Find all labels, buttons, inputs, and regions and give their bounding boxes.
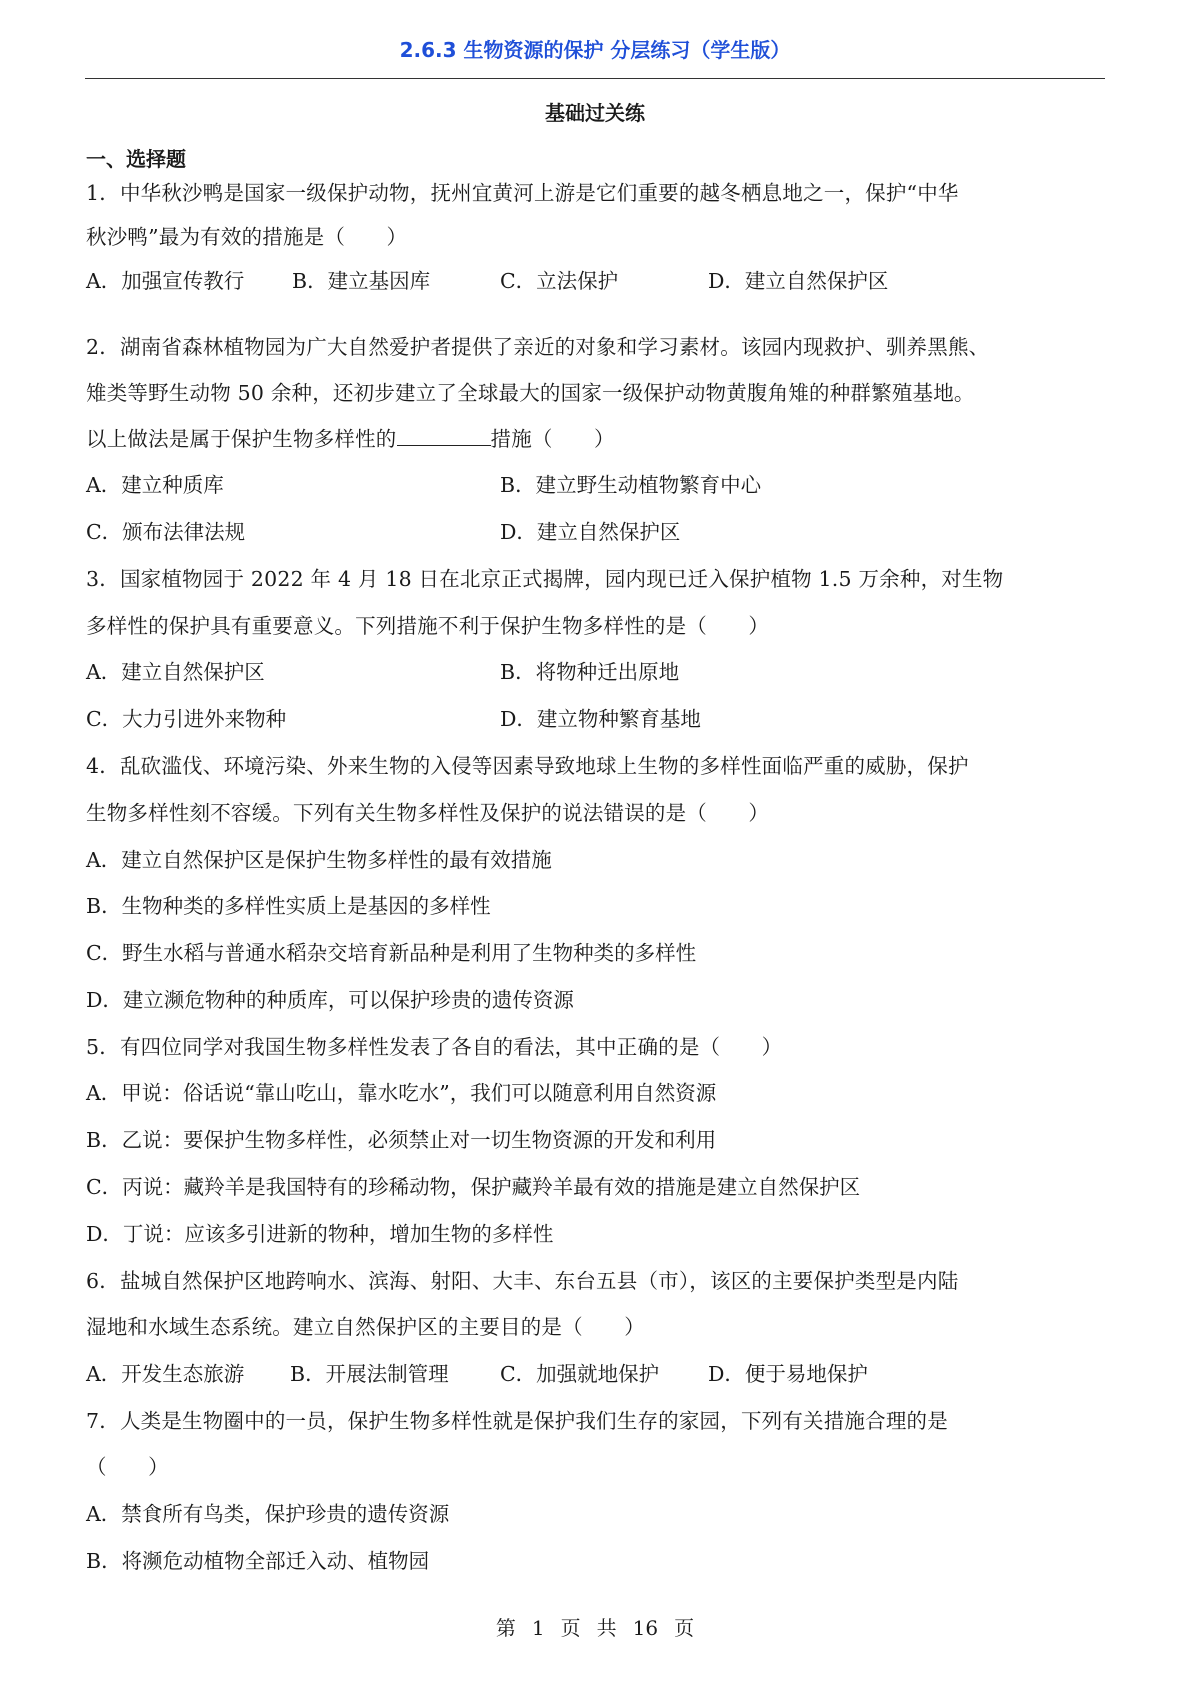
answer-blank (397, 427, 491, 446)
question-5-line-1: 5．有四位同学对我国生物多样性发表了各自的看法，其中正确的是（ ） (86, 1035, 783, 1059)
question-1-option-a: A．加强宣传教行 (86, 269, 245, 293)
question-2-line-1: 2．湖南省森林植物园为广大自然爱护者提供了亲近的对象和学习素材。该园内现救护、驯养黑熊、 (86, 335, 990, 359)
question-3-option-a: A．建立自然保护区 (86, 660, 265, 684)
question-6-option-a: A．开发生态旅游 (86, 1362, 245, 1386)
question-2-line-3-before: 以上做法是属于保护生物多样性的 (86, 427, 397, 451)
part-heading: 一、选择题 (86, 147, 186, 171)
question-3-line-2: 多样性的保护具有重要意义。下列措施不利于保护生物多样性的是（ ） (86, 614, 770, 638)
question-1-option-d: D．建立自然保护区 (708, 269, 889, 293)
question-5-option-a: A．甲说：俗话说“靠山吃山，靠水吃水”，我们可以随意利用自然资源 (86, 1081, 717, 1105)
page-footer (0, 1612, 1190, 1641)
question-4-option-d: D．建立濒危物种的种质库，可以保护珍贵的遗传资源 (86, 988, 574, 1012)
question-2-line-3 (86, 422, 615, 452)
question-4-option-b: B．生物种类的多样性实质上是基因的多样性 (86, 894, 491, 918)
footer-mid: 页 (560, 1616, 581, 1640)
document-title: 2.6.3 生物资源的保护 分层练习（学生版） (399, 38, 791, 62)
question-6-option-b: B．开展法制管理 (290, 1362, 449, 1386)
header-divider (85, 78, 1105, 79)
question-6-option-d: D．便于易地保护 (708, 1362, 868, 1386)
question-4-option-c: C．野生水稻与普通水稻杂交培育新品种是利用了生物种类的多样性 (86, 941, 697, 965)
question-5-option-d: D．丁说：应该多引进新的物种，增加生物的多样性 (86, 1222, 554, 1246)
question-1-line-1: 1．中华秋沙鸭是国家一级保护动物，抚州宜黄河上游是它们重要的越冬栖息地之一，保护“中华 (86, 181, 959, 205)
question-7-option-b: B．将濒危动植物全部迁入动、植物园 (86, 1549, 430, 1573)
question-3-option-b: B．将物种迁出原地 (500, 660, 680, 684)
question-5-option-c: C．丙说：藏羚羊是我国特有的珍稀动物，保护藏羚羊最有效的措施是建立自然保护区 (86, 1175, 861, 1199)
question-6-option-c: C．加强就地保护 (500, 1362, 660, 1386)
question-1-option-b: B．建立基因库 (292, 269, 431, 293)
question-2-option-d: D．建立自然保护区 (500, 520, 681, 544)
question-2-line-2: 雉类等野生动物 50 余种，还初步建立了全球最大的国家一级保护动物黄腹角雉的种群繁殖基地。 (86, 381, 975, 405)
question-6-line-2: 湿地和水域生态系统。建立自然保护区的主要目的是（ ） (86, 1315, 645, 1339)
question-3-option-c: C．大力引进外来物种 (86, 707, 287, 731)
question-3-option-d: D．建立物种繁育基地 (500, 707, 701, 731)
footer-suffix: 页 (674, 1616, 695, 1640)
question-1-line-2: 秋沙鸭”最为有效的措施是（ ） (86, 225, 408, 249)
total-pages: 16 (632, 1616, 659, 1640)
question-2-option-a: A．建立种质库 (86, 473, 224, 497)
question-6-line-1: 6．盐城自然保护区地跨响水、滨海、射阳、大丰、东台五县（市），该区的主要保护类型是内陆 (86, 1269, 959, 1293)
question-4-line-1: 4．乱砍滥伐、环境污染、外来生物的入侵等因素导致地球上生物的多样性面临严重的威胁，保护 (86, 754, 969, 778)
section-title: 基础过关练 (545, 101, 645, 125)
page-number: 1 (531, 1616, 545, 1640)
question-3-line-1: 3．国家植物园于 2022 年 4 月 18 日在北京正式揭牌，园内现已迁入保护植物 1.5 万余种，对生物 (86, 567, 1004, 591)
question-4-option-a: A．建立自然保护区是保护生物多样性的最有效措施 (86, 848, 552, 872)
question-2-option-c: C．颁布法律法规 (86, 520, 246, 544)
question-7-line-1: 7．人类是生物圈中的一员，保护生物多样性就是保护我们生存的家园，下列有关措施合理的是 (86, 1409, 948, 1433)
question-7-line-2: （ ） (86, 1455, 169, 1479)
footer-prefix: 第 (495, 1616, 516, 1640)
question-1-option-c: C．立法保护 (500, 269, 619, 293)
question-5-option-b: B．乙说：要保护生物多样性，必须禁止对一切生物资源的开发和利用 (86, 1128, 717, 1152)
question-7-option-a: A．禁食所有鸟类，保护珍贵的遗传资源 (86, 1502, 450, 1526)
footer-total-prefix: 共 (596, 1616, 617, 1640)
question-4-line-2: 生物多样性刻不容缓。下列有关生物多样性及保护的说法错误的是（ ） (86, 801, 770, 825)
question-2-option-b: B．建立野生动植物繁育中心 (500, 473, 762, 497)
question-2-line-3-after: 措施（ ） (490, 427, 615, 451)
